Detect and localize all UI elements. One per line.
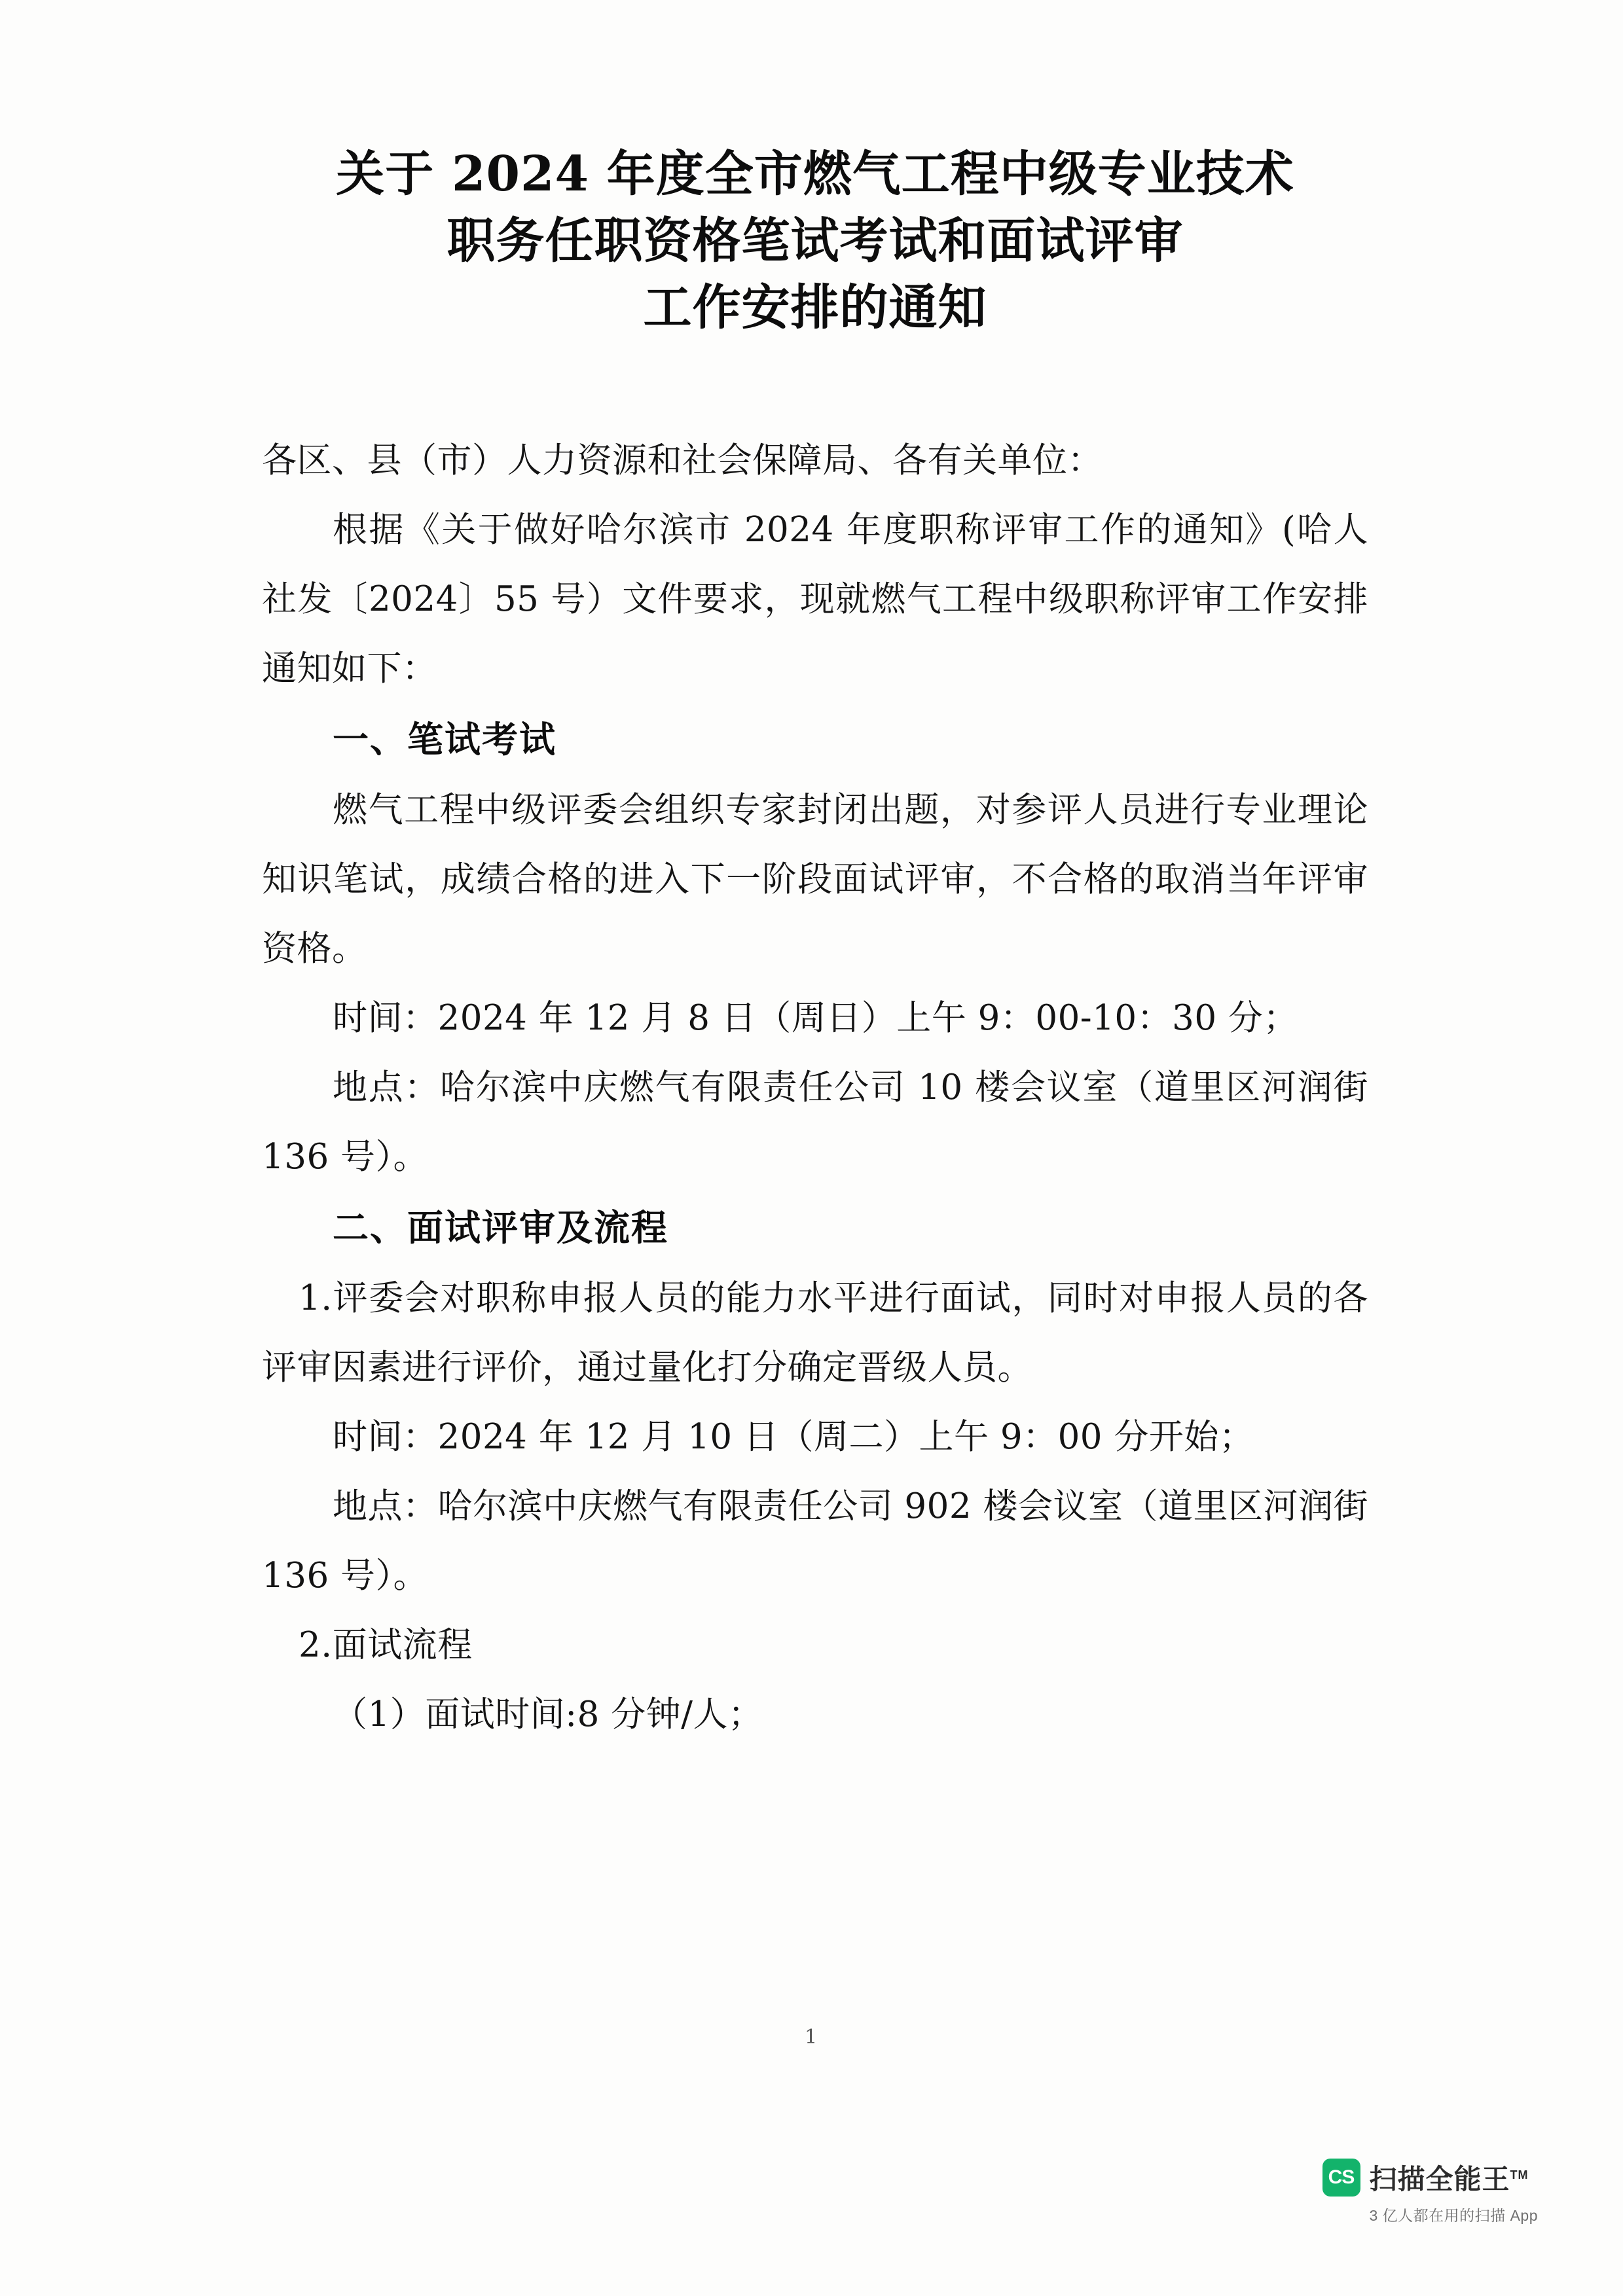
page-number: 1 <box>804 2026 819 2049</box>
document-body <box>262 141 1368 1749</box>
section-2-item-1: 1.评委会对职称申报人员的能力水平进行面试，同时对申报人员的各评审因素进行评价，通过量化打分确定晋级人员。 <box>262 1278 1368 1388</box>
title-line-2: 职务任职资格笔试考试和面试评审 <box>447 213 1184 270</box>
section-2-heading: 二、面试评审及流程 <box>333 1206 669 1249</box>
section-2-item-2: 2.面试流程 <box>299 1625 473 1666</box>
title-line-3: 工作安排的通知 <box>643 279 987 336</box>
section-1-place: 地点：哈尔滨中庆燃气有限责任公司 10 楼会议室（道里区河润街 136 号）。 <box>262 1067 1368 1177</box>
title-line-1: 关于 2024 年度全市燃气工程中级专业技术 <box>336 146 1294 202</box>
watermark-app-name <box>1370 2158 1529 2197</box>
trademark-mark: TM <box>1510 2168 1529 2181</box>
watermark-app-name-text: 扫描全能王 <box>1369 2164 1510 2195</box>
page-title <box>262 141 1368 341</box>
camscanner-logo-icon: CS <box>1322 2159 1360 2197</box>
section-2-item-2-sub-1: （1）面试时间:8 分钟/人； <box>333 1695 763 1735</box>
camscanner-watermark <box>1322 2158 1539 2225</box>
section-1-time: 时间：2024 年 12 月 8 日（周日）上午 9：00-10：30 分； <box>333 998 1298 1039</box>
addressee-paragraph: 各区、县（市）人力资源和社会保障局、各有关单位： <box>262 440 1103 481</box>
section-1-body: 燃气工程中级评委会组织专家封闭出题，对参评人员进行专业理论知识笔试，成绩合格的进入下一阶段面试评审，不合格的取消当年评审资格。 <box>262 790 1368 969</box>
section-1-heading: 一、笔试考试 <box>333 718 557 761</box>
section-2-place: 地点：哈尔滨中庆燃气有限责任公司 902 楼会议室（道里区河润街 136 号）。 <box>262 1486 1368 1596</box>
watermark-row <box>1322 2158 1529 2197</box>
watermark-tagline: 3 亿人都在用的扫描 App <box>1369 2207 1538 2224</box>
basis-paragraph: 根据《关于做好哈尔滨市 2024 年度职称评审工作的通知》(哈人社发〔2024〕55 号）文件要求，现就燃气工程中级职称评审工作安排通知如下： <box>262 510 1368 689</box>
section-2-time: 时间：2024 年 12 月 10 日（周二）上午 9：00 分开始； <box>333 1417 1254 1458</box>
